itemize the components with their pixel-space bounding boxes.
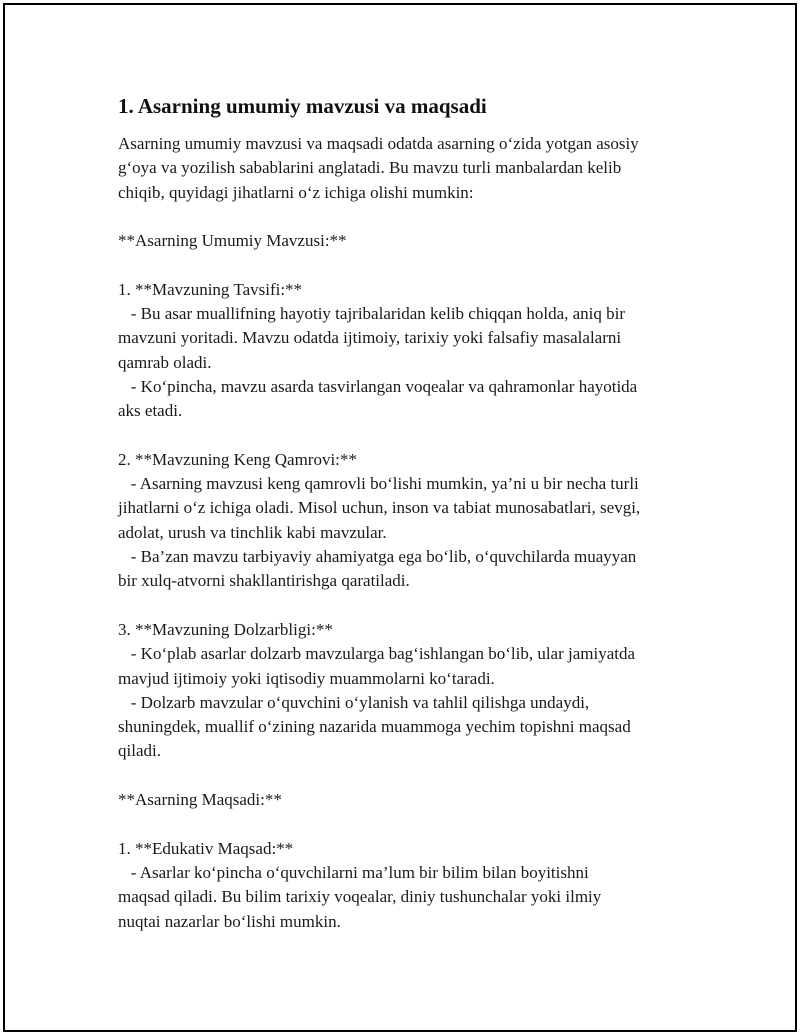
blank-line	[118, 424, 698, 448]
text-line: **Asarning Maqsadi:**	[118, 790, 282, 810]
text-line: g‘oya va yozilish sabablarini anglatadi. Bu mavzu turli manbalardan kelib	[118, 158, 622, 178]
text-line: **Asarning Umumiy Mavzusi:**	[118, 231, 347, 251]
blank-line	[118, 205, 698, 229]
text-line: qiladi.	[118, 741, 161, 761]
body-text	[118, 132, 698, 934]
text-line: - Bu asar muallifning hayotiy tajribalaridan kelib chiqqan holda, aniq bir	[118, 304, 626, 324]
text-line: - Asarlar ko‘pincha o‘quvchilarni ma’lum bir bilim bilan boyitishni	[118, 862, 589, 882]
text-line: - Ko‘pincha, mavzu asarda tasvirlangan voqealar va qahramonlar hayotida	[118, 376, 638, 396]
text-line: 1. **Mavzuning Tavsifi:**	[118, 279, 303, 299]
text-line: - Asarning mavzusi keng qamrovli bo‘lishi mumkin, ya’ni u bir necha turli	[118, 474, 639, 494]
blank-line	[118, 812, 698, 836]
text-line: Asarning umumiy mavzusi va maqsadi odatda asarning o‘zida yotgan asosiy	[118, 134, 639, 153]
text-line: 3. **Mavzuning Dolzarbligi:**	[118, 619, 333, 639]
text-line: - Ba’zan mavzu tarbiyaviy ahamiyatga ega bo‘lib, o‘quvchilarda muayyan	[118, 547, 637, 567]
text-line: chiqib, quyidagi jihatlarni o‘z ichiga olishi mumkin:	[118, 182, 474, 202]
text-line: - Dolzarb mavzular o‘quvchini o‘ylanish va tahlil qilishga undaydi,	[118, 692, 590, 712]
blank-line	[118, 594, 698, 618]
text-line: maqsad qiladi. Bu bilim tarixiy voqealar, diniy tushunchalar yoki ilmiy	[118, 887, 602, 907]
document-body	[118, 92, 698, 934]
section-heading: 1. Asarning umumiy mavzusi va maqsadi	[118, 94, 487, 118]
text-line: qamrab oladi.	[118, 352, 212, 372]
blank-line	[118, 764, 698, 788]
text-line: adolat, urush va tinchlik kabi mavzular.	[118, 522, 387, 542]
text-line: mavzuni yoritadi. Mavzu odatda ijtimoiy, tarixiy yoki falsafiy masalalarni	[118, 328, 622, 348]
text-line: 1. **Edukativ Maqsad:**	[118, 838, 294, 858]
text-line: jihatlarni o‘z ichiga oladi. Misol uchun, inson va tabiat munosabatlari, sevgi,	[118, 498, 641, 518]
text-line: 2. **Mavzuning Keng Qamrovi:**	[118, 449, 357, 469]
text-line: shuningdek, muallif o‘zining nazarida muammoga yechim topishni maqsad	[118, 717, 631, 737]
text-line: - Ko‘plab asarlar dolzarb mavzularga bag‘ishlangan bo‘lib, ular jamiyatda	[118, 644, 636, 664]
text-line: mavjud ijtimoiy yoki iqtisodiy muammolarni ko‘taradi.	[118, 668, 495, 688]
text-line: aks etadi.	[118, 401, 183, 421]
blank-line	[118, 253, 698, 277]
text-line: bir xulq-atvorni shakllantirishga qaratiladi.	[118, 571, 410, 591]
text-line: nuqtai nazarlar bo‘lishi mumkin.	[118, 911, 341, 931]
